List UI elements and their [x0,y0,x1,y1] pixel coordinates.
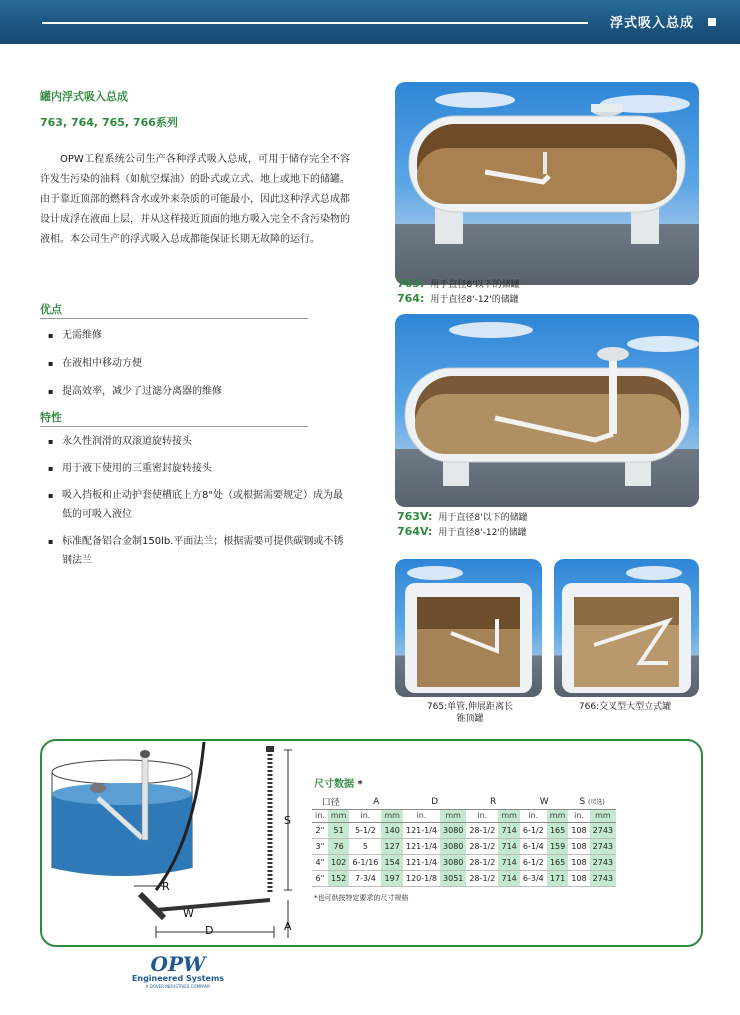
caption-765-line1: 765:单管,伸展距离长 [426,702,514,712]
units-row: in. mm in. mm in. mm in. mm in. mm in. mm [312,809,616,822]
caption-764v: 764V: 用于直径8'-12'的储罐 [397,525,527,538]
list-item: ▪ 在液相中移动方便 [48,350,222,378]
col-header: D [403,795,466,809]
header-rule [42,22,588,24]
caption-763: 763: 用于直径8'以下的储罐 [397,277,520,290]
table-row: 6" 152 7-3/4 197 120-1/8 3051 28-1/2 714 6-3/4 171 108 2743 [312,870,616,886]
tank-photo-763v [395,314,699,507]
dimensions-table [312,795,616,887]
list-item: ▪ 标准配备铝合金制150lb.平面法兰；根据需要可提供碳钢或不锈钢法兰 [48,532,348,570]
features-list [48,432,348,570]
logo-brand: OPW [150,952,206,976]
table-row: 4" 102 6-1/16 154 121-1/4 3080 28-1/2 714 6-1/2 165 108 2743 [312,854,616,870]
product-heading: 罐内浮式吸入总成 [40,90,128,103]
table-row: 3" 76 5 127 121-1/4 3080 28-1/2 714 6-1/4 159 108 2743 [312,838,616,854]
features-heading: 特性 [40,409,308,427]
logo-line2: A DOVER INDUSTRIES COMPANY [145,984,211,989]
tank-photo-765 [395,559,542,697]
diagram-label-r: R [162,880,170,893]
header-square-icon [708,18,716,26]
diagram-label-s: S [284,814,291,827]
vertical-tank-766-illustration [554,559,699,697]
col-header: W [520,795,568,809]
header-band [0,0,740,44]
intro-paragraph: OPW工程系统公司生产各种浮式吸入总成，可用于储存完全不容许发生污染的油料（如航空煤油）的卧式或立式、地上或地下的储罐。由于靠近顶部的燃料含水或外来杂质的可能最小，因此这种浮式总成都设计成浮在液面上层，并从这样接近顶面的地方吸入完全不含污染物的液相。本公司生产的浮式吸入总成都能保证长期无故障的运行。 [40,154,350,245]
dimension-diagram [44,742,304,942]
diagram-label-d: D [205,924,214,937]
horizontal-tank-v-illustration [395,314,699,507]
col-header: R [466,795,520,809]
caption-764: 764: 用于直径8'-12'的储罐 [397,292,519,305]
list-item: ▪ 永久性润滑的双滚道旋转接头 [48,432,348,451]
advantages-heading: 优点 [40,301,308,319]
vertical-tank-765-illustration [395,559,542,697]
logo-line1: Engineered Systems [131,974,225,983]
list-item: ▪ 用于液下使用的三重密封旋转接头 [48,459,348,478]
caption-765-line2: 锥顶罐 [456,714,484,724]
series-heading: 763, 764, 765, 766系列 [40,116,178,129]
caption-763v: 763V: 用于直径8'以下的储罐 [397,510,528,523]
caption-766: 766:交叉型大型立式罐 [578,702,672,712]
horizontal-tank-illustration [395,82,699,285]
opw-logo [128,954,228,990]
tank-photo-766 [554,559,699,697]
diagram-label-w: W [183,907,194,920]
diagram-label-a: A [284,920,292,933]
advantages-list [48,322,222,406]
dimensions-footnote: *也可供按特定要求的尺寸规格 [314,894,409,902]
header-title: 浮式吸入总成 [609,16,694,31]
dimensions-title: 尺寸数据 * [314,779,363,790]
table-row: 2" 51 5-1/2 140 121-1/4 3080 28-1/2 714 6-1/2 165 108 2743 [312,822,616,838]
col-header: S (可选) [568,795,616,809]
list-item: ▪ 提高效率，减少了过滤分离器的维修 [48,378,222,406]
list-item: ▪ 无需维修 [48,322,222,350]
col-header: A [349,795,403,809]
list-item: ▪ 吸入挡板和止动护套使槽底上方8"处（或根据需要规定）成为最低的可吸入液位 [48,486,348,524]
col-header: 口径 [312,795,349,809]
tank-photo-763 [395,82,699,285]
